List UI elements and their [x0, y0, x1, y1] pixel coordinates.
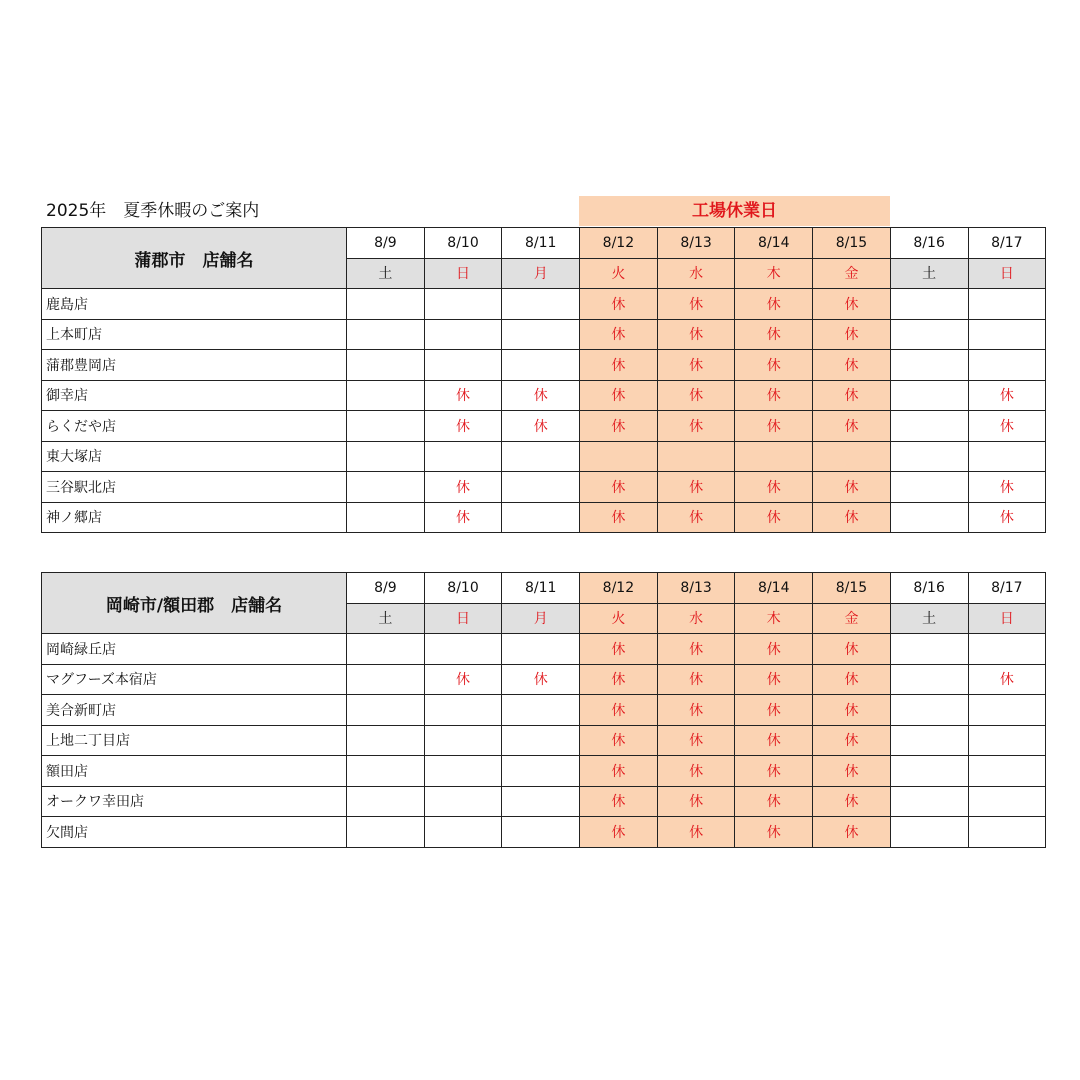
closed-mark: 休: [657, 380, 735, 411]
closed-mark: 休: [735, 664, 813, 695]
schedule-cell: [657, 441, 735, 472]
schedule-cell: [424, 695, 502, 726]
schedule-cell: [968, 441, 1046, 472]
closed-mark: 休: [657, 319, 735, 350]
table-row: [42, 502, 1046, 533]
weekday-header: 土: [347, 258, 425, 289]
closed-mark: 休: [735, 472, 813, 503]
schedule-cell: [347, 664, 425, 695]
closed-mark: 休: [424, 380, 502, 411]
schedule-cell: [502, 441, 580, 472]
date-row: [42, 573, 1046, 604]
table-row: [42, 664, 1046, 695]
schedule-cell: [968, 786, 1046, 817]
closed-mark: 休: [735, 786, 813, 817]
schedule-cell: [502, 695, 580, 726]
schedule-cell: [347, 634, 425, 665]
closed-mark: 休: [657, 664, 735, 695]
store-name: 額田店: [42, 756, 347, 787]
weekday-header: 金: [813, 258, 891, 289]
weekday-header: 火: [580, 603, 658, 634]
closed-mark: 休: [968, 472, 1046, 503]
schedule-cell: [424, 634, 502, 665]
store-name: マグフーズ本宿店: [42, 664, 347, 695]
date-row: [42, 228, 1046, 259]
closed-mark: 休: [657, 725, 735, 756]
closed-mark: 休: [813, 319, 891, 350]
schedule-cell: [502, 350, 580, 381]
date-header: 8/15: [813, 573, 891, 604]
weekday-header: 火: [580, 258, 658, 289]
schedule-cell: [424, 350, 502, 381]
closed-mark: 休: [580, 289, 658, 320]
table-row: [42, 472, 1046, 503]
weekday-header: 土: [890, 258, 968, 289]
date-header: 8/9: [347, 573, 425, 604]
schedule-cell: [347, 411, 425, 442]
closed-mark: 休: [813, 634, 891, 665]
closed-mark: 休: [657, 502, 735, 533]
store-name: 欠間店: [42, 817, 347, 848]
closed-mark: 休: [813, 725, 891, 756]
schedule-cell: [347, 817, 425, 848]
table-row: [42, 289, 1046, 320]
closed-mark: 休: [968, 502, 1046, 533]
store-name: 上本町店: [42, 319, 347, 350]
closed-mark: 休: [813, 350, 891, 381]
schedule-cell: [968, 289, 1046, 320]
schedule-cell: [502, 786, 580, 817]
schedule-cell: [890, 441, 968, 472]
schedule-cell: [968, 756, 1046, 787]
store-name-header: 蒲郡市 店舗名: [42, 228, 347, 289]
closed-mark: 休: [657, 756, 735, 787]
schedule-cell: [968, 634, 1046, 665]
date-header: 8/10: [424, 228, 502, 259]
closed-mark: 休: [657, 350, 735, 381]
schedule-cell: [347, 319, 425, 350]
closed-mark: 休: [424, 411, 502, 442]
schedule-cell: [890, 817, 968, 848]
closed-mark: 休: [968, 380, 1046, 411]
schedule-cell: [424, 441, 502, 472]
schedule-cell: [968, 695, 1046, 726]
closed-mark: 休: [502, 664, 580, 695]
schedule-cell: [890, 472, 968, 503]
schedule-cell: [347, 756, 425, 787]
weekday-header: 月: [502, 603, 580, 634]
factory-closure-banner: 工場休業日: [579, 196, 890, 226]
date-header: 8/14: [735, 228, 813, 259]
store-name: 東大塚店: [42, 441, 347, 472]
schedule-cell: [347, 472, 425, 503]
schedule-cell: [890, 319, 968, 350]
weekday-header: 水: [657, 603, 735, 634]
schedule-cell: [347, 350, 425, 381]
closed-mark: 休: [735, 695, 813, 726]
weekday-header: 月: [502, 258, 580, 289]
closed-mark: 休: [735, 350, 813, 381]
schedule-cell: [424, 289, 502, 320]
closed-mark: 休: [735, 319, 813, 350]
store-name: 美合新町店: [42, 695, 347, 726]
closed-mark: 休: [735, 634, 813, 665]
schedule-cell: [502, 725, 580, 756]
weekday-header: 土: [347, 603, 425, 634]
closed-mark: 休: [580, 350, 658, 381]
schedule-cell: [968, 817, 1046, 848]
schedule-cell: [890, 634, 968, 665]
schedule-cell: [968, 350, 1046, 381]
closed-mark: 休: [580, 380, 658, 411]
schedule-cell: [890, 380, 968, 411]
table-row: [42, 350, 1046, 381]
closed-mark: 休: [657, 411, 735, 442]
schedule-cell: [890, 725, 968, 756]
schedule-cell: [424, 319, 502, 350]
schedule-cell: [890, 756, 968, 787]
closed-mark: 休: [813, 502, 891, 533]
schedule-cell: [347, 725, 425, 756]
closed-mark: 休: [813, 756, 891, 787]
table-row: [42, 411, 1046, 442]
closed-mark: 休: [502, 411, 580, 442]
closed-mark: 休: [580, 817, 658, 848]
schedule-cell: [347, 380, 425, 411]
weekday-header: 日: [968, 258, 1046, 289]
page-title: 2025年 夏季休暇のご案内: [46, 201, 260, 221]
closed-mark: 休: [735, 756, 813, 787]
date-header: 8/15: [813, 228, 891, 259]
closed-mark: 休: [735, 817, 813, 848]
date-header: 8/11: [502, 228, 580, 259]
schedule-cell: [347, 695, 425, 726]
closed-mark: 休: [657, 695, 735, 726]
schedule-cell: [890, 664, 968, 695]
schedule-cell: [347, 786, 425, 817]
schedule-cell: [502, 289, 580, 320]
closed-mark: 休: [424, 472, 502, 503]
closed-mark: 休: [580, 319, 658, 350]
closed-mark: 休: [580, 664, 658, 695]
closed-mark: 休: [657, 289, 735, 320]
closed-mark: 休: [657, 786, 735, 817]
schedule-cell: [735, 441, 813, 472]
schedule-cell: [890, 502, 968, 533]
closed-mark: 休: [735, 502, 813, 533]
date-header: 8/11: [502, 573, 580, 604]
schedule-cell: [424, 817, 502, 848]
table-row: [42, 380, 1046, 411]
schedule-cell: [890, 786, 968, 817]
schedule-cell: [424, 725, 502, 756]
store-name: 上地二丁目店: [42, 725, 347, 756]
closed-mark: 休: [813, 695, 891, 726]
closed-mark: 休: [813, 289, 891, 320]
schedule-cell: [580, 441, 658, 472]
schedule-cell: [890, 350, 968, 381]
date-header: 8/10: [424, 573, 502, 604]
store-name: 御幸店: [42, 380, 347, 411]
weekday-header: 土: [890, 603, 968, 634]
table-row: [42, 725, 1046, 756]
date-header: 8/17: [968, 228, 1046, 259]
date-header: 8/12: [580, 573, 658, 604]
closed-mark: 休: [424, 502, 502, 533]
closed-mark: 休: [735, 411, 813, 442]
gamagori-schedule-table: [41, 227, 1046, 533]
date-header: 8/13: [657, 573, 735, 604]
date-header: 8/16: [890, 573, 968, 604]
schedule-cell: [502, 817, 580, 848]
schedule-cell: [502, 634, 580, 665]
schedule-cell: [502, 756, 580, 787]
date-header: 8/12: [580, 228, 658, 259]
store-name: 鹿島店: [42, 289, 347, 320]
table-row: [42, 786, 1046, 817]
schedule-cell: [890, 289, 968, 320]
weekday-header: 水: [657, 258, 735, 289]
schedule-cell: [347, 441, 425, 472]
closed-mark: 休: [657, 634, 735, 665]
closed-mark: 休: [580, 756, 658, 787]
weekday-header: 日: [968, 603, 1046, 634]
weekday-header: 木: [735, 258, 813, 289]
date-header: 8/14: [735, 573, 813, 604]
closed-mark: 休: [968, 411, 1046, 442]
schedule-cell: [424, 756, 502, 787]
closed-mark: 休: [657, 472, 735, 503]
closed-mark: 休: [580, 786, 658, 817]
weekday-header: 木: [735, 603, 813, 634]
closed-mark: 休: [813, 817, 891, 848]
schedule-cell: [813, 441, 891, 472]
closed-mark: 休: [735, 380, 813, 411]
schedule-cell: [502, 472, 580, 503]
table-row: [42, 634, 1046, 665]
table-row: [42, 695, 1046, 726]
store-name: 神ノ郷店: [42, 502, 347, 533]
okazaki-nukata-schedule-table: [41, 572, 1046, 848]
schedule-cell: [347, 502, 425, 533]
store-name: 蒲郡豊岡店: [42, 350, 347, 381]
closed-mark: 休: [580, 725, 658, 756]
schedule-cell: [968, 319, 1046, 350]
schedule-cell: [890, 695, 968, 726]
closed-mark: 休: [580, 695, 658, 726]
closed-mark: 休: [657, 817, 735, 848]
closed-mark: 休: [813, 411, 891, 442]
schedule-cell: [890, 411, 968, 442]
date-header: 8/17: [968, 573, 1046, 604]
closed-mark: 休: [968, 664, 1046, 695]
schedule-cell: [502, 319, 580, 350]
store-name-header: 岡崎市/額田郡 店舗名: [42, 573, 347, 634]
store-name: 三谷駅北店: [42, 472, 347, 503]
schedule-cell: [347, 289, 425, 320]
store-name: らくだや店: [42, 411, 347, 442]
weekday-header: 日: [424, 258, 502, 289]
schedule-cell: [502, 502, 580, 533]
closed-mark: 休: [580, 472, 658, 503]
store-name: オークワ幸田店: [42, 786, 347, 817]
closed-mark: 休: [580, 502, 658, 533]
table-row: [42, 756, 1046, 787]
schedule-cell: [968, 725, 1046, 756]
store-name: 岡崎緑丘店: [42, 634, 347, 665]
closed-mark: 休: [813, 786, 891, 817]
closed-mark: 休: [580, 634, 658, 665]
closed-mark: 休: [813, 472, 891, 503]
closed-mark: 休: [813, 380, 891, 411]
schedule-cell: [424, 786, 502, 817]
date-header: 8/9: [347, 228, 425, 259]
closed-mark: 休: [813, 664, 891, 695]
table-row: [42, 817, 1046, 848]
weekday-header: 日: [424, 603, 502, 634]
closed-mark: 休: [735, 289, 813, 320]
closed-mark: 休: [424, 664, 502, 695]
closed-mark: 休: [502, 380, 580, 411]
closed-mark: 休: [580, 411, 658, 442]
date-header: 8/16: [890, 228, 968, 259]
weekday-header: 金: [813, 603, 891, 634]
table-row: [42, 319, 1046, 350]
date-header: 8/13: [657, 228, 735, 259]
table-row: [42, 441, 1046, 472]
closed-mark: 休: [735, 725, 813, 756]
